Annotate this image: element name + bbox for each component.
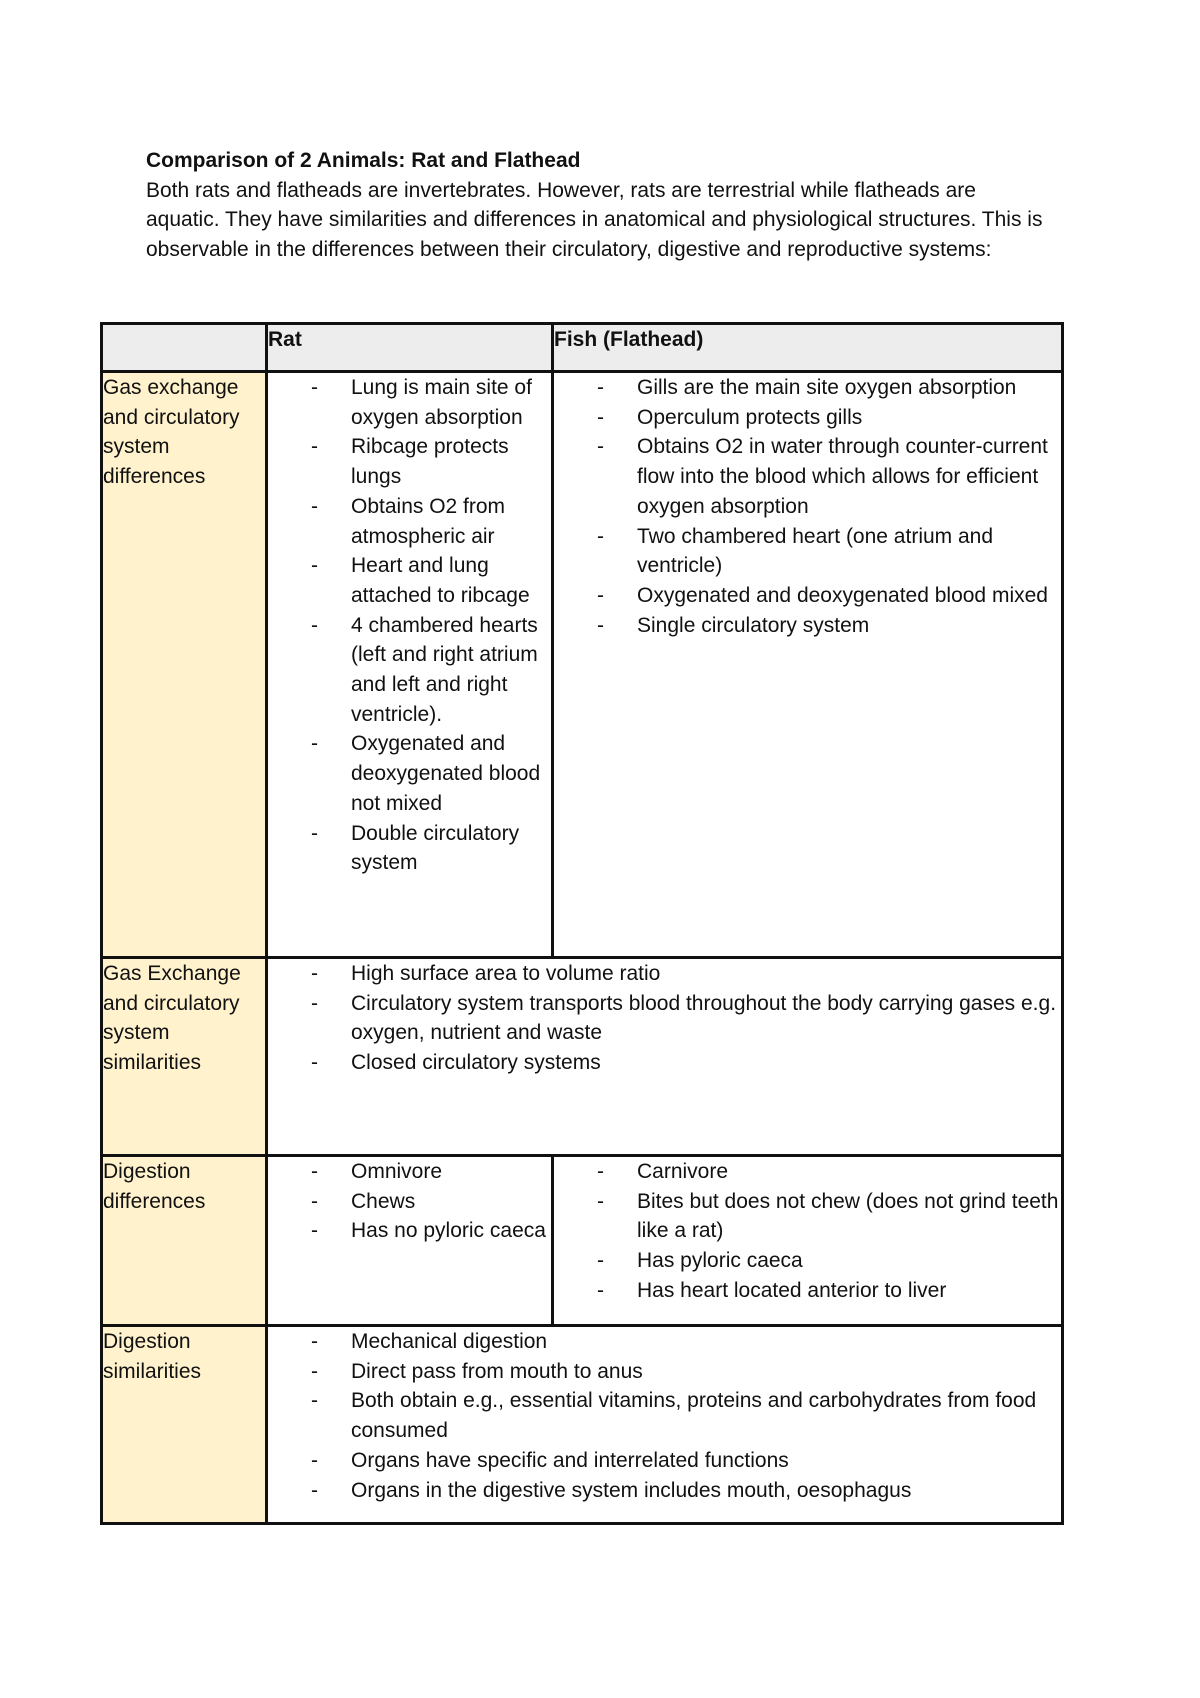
list-item (268, 1476, 1061, 1506)
list-item-text: Oxygenated and deoxygenated blood not mixed (351, 732, 541, 815)
bullet-list (554, 1157, 1061, 1306)
document-title: Comparison of 2 Animals: Rat and Flathead (146, 149, 581, 172)
list-item (268, 1157, 551, 1187)
dash-bullet: - (311, 1189, 318, 1213)
list-item-text: Oxygenated and deoxygenated blood mixed (637, 583, 1048, 607)
bullet-list (268, 373, 551, 878)
list-item (554, 373, 1061, 403)
list-item (268, 1357, 1061, 1387)
dash-bullet: - (597, 405, 604, 429)
list-item-text: Omnivore (351, 1160, 443, 1183)
intro-paragraph: Both rats and flatheads are invertebrates. However, rats are terrestrial while flatheads are aquatic. They have similarities and differences in anatomical and physiological structures. This is observable in the differences between their circulatory, digestive and reproductive systems: (146, 178, 1043, 262)
list-item-text: Single circulatory system (637, 613, 870, 637)
list-item-text: Has heart located anterior to liver (637, 1278, 947, 1302)
list-item (268, 1048, 1061, 1078)
list-item-text: Ribcage protects lungs (351, 435, 509, 489)
row-gas-exchange-similarities (102, 958, 1063, 1156)
shared-cell (267, 958, 1063, 1156)
list-item-text: 4 chambered hearts (left and right atrium and left and right ventricle). (351, 613, 538, 726)
list-item (268, 551, 551, 610)
dash-bullet: - (597, 1160, 604, 1183)
dash-bullet: - (311, 1359, 318, 1383)
dash-bullet: - (311, 1051, 318, 1075)
list-item (268, 959, 1061, 989)
list-item (554, 611, 1061, 641)
dash-bullet: - (597, 524, 604, 548)
dash-bullet: - (311, 1219, 318, 1243)
list-item (554, 1246, 1061, 1276)
intro-section (146, 146, 1046, 265)
list-item-text: Organs have specific and interrelated functions (351, 1448, 789, 1472)
row-label: Digestion similarities (102, 1326, 267, 1524)
dash-bullet: - (597, 1189, 604, 1213)
list-item (268, 729, 551, 818)
list-item-text: Has no pyloric caeca (351, 1219, 546, 1243)
list-item-text: High surface area to volume ratio (351, 962, 661, 985)
list-item (554, 581, 1061, 611)
row-digestion-differences (102, 1156, 1063, 1326)
list-item (554, 1276, 1061, 1306)
bullet-list (268, 1327, 1061, 1505)
list-item (268, 1446, 1061, 1476)
list-item (554, 432, 1061, 521)
list-item-text: Carnivore (637, 1160, 729, 1183)
list-item-text: Heart and lung attached to ribcage (351, 554, 530, 607)
list-item-text: Operculum protects gills (637, 405, 863, 429)
dash-bullet: - (311, 991, 318, 1015)
dash-bullet: - (311, 376, 318, 399)
list-item-text: Circulatory system transports blood throughout the body carrying gases e.g. oxygen, nutrient and waste (351, 991, 1057, 1045)
bullet-list (268, 959, 1061, 1078)
list-item-text: Organs in the digestive system includes mouth, oesophagus (351, 1478, 912, 1502)
list-item-text: Direct pass from mouth to anus (351, 1359, 643, 1383)
list-item-text: Has pyloric caeca (637, 1249, 803, 1273)
bullet-list (268, 1157, 551, 1246)
list-item-text: Double circulatory system (351, 821, 520, 875)
dash-bullet: - (311, 494, 318, 518)
dash-bullet: - (597, 435, 604, 459)
dash-bullet: - (597, 1278, 604, 1302)
bullet-list (554, 373, 1061, 640)
list-item (268, 1187, 551, 1217)
list-item (268, 373, 551, 432)
dash-bullet: - (311, 1448, 318, 1472)
dash-bullet: - (311, 613, 318, 637)
dash-bullet: - (311, 1389, 318, 1413)
fish-cell (553, 372, 1063, 958)
list-item (268, 611, 551, 730)
list-item (268, 989, 1061, 1048)
dash-bullet: - (311, 1160, 318, 1183)
list-item (554, 522, 1061, 581)
comparison-table (100, 322, 1064, 1525)
list-item (268, 432, 551, 491)
dash-bullet: - (597, 1249, 604, 1273)
list-item-text: Both obtain e.g., essential vitamins, proteins and carbohydrates from food consumed (351, 1389, 1037, 1443)
row-label: Gas Exchange and circulatory system similarities (102, 958, 267, 1156)
dash-bullet: - (311, 435, 318, 459)
list-item (268, 1327, 1061, 1357)
row-digestion-similarities (102, 1326, 1063, 1524)
list-item-text: Mechanical digestion (351, 1330, 548, 1353)
rat-cell (267, 372, 553, 958)
dash-bullet: - (311, 554, 318, 578)
header-rat: Rat (267, 324, 553, 372)
dash-bullet: - (311, 732, 318, 756)
fish-cell (553, 1156, 1063, 1326)
list-item-text: Closed circulatory systems (351, 1051, 601, 1075)
header-row (102, 324, 1063, 372)
list-item-text: Lung is main site of oxygen absorption (351, 376, 532, 429)
dash-bullet: - (311, 962, 318, 985)
list-item (268, 819, 551, 878)
dash-bullet: - (597, 583, 604, 607)
list-item (268, 1216, 551, 1246)
list-item (554, 1187, 1061, 1246)
row-gas-exchange-differences (102, 372, 1063, 958)
dash-bullet: - (597, 613, 604, 637)
list-item (268, 1386, 1061, 1445)
dash-bullet: - (597, 376, 604, 399)
dash-bullet: - (311, 1478, 318, 1502)
row-label: Digestion differences (102, 1156, 267, 1326)
row-label: Gas exchange and circulatory system differences (102, 372, 267, 958)
list-item-text: Chews (351, 1189, 416, 1213)
dash-bullet: - (311, 821, 318, 845)
list-item-text: Gills are the main site oxygen absorption (637, 376, 1017, 399)
list-item-text: Obtains O2 from atmospheric air (351, 494, 506, 548)
list-item-text: Bites but does not chew (does not grind teeth like a rat) (637, 1189, 1059, 1243)
list-item (268, 492, 551, 551)
header-corner-cell (102, 324, 267, 372)
rat-cell (267, 1156, 553, 1326)
list-item-text: Two chambered heart (one atrium and ventricle) (637, 524, 994, 578)
shared-cell (267, 1326, 1063, 1524)
list-item-text: Obtains O2 in water through counter-current flow into the blood which allows for efficient oxygen absorption (637, 435, 1048, 518)
list-item (554, 1157, 1061, 1187)
header-fish: Fish (Flathead) (553, 324, 1063, 372)
dash-bullet: - (311, 1330, 318, 1353)
list-item (554, 403, 1061, 433)
